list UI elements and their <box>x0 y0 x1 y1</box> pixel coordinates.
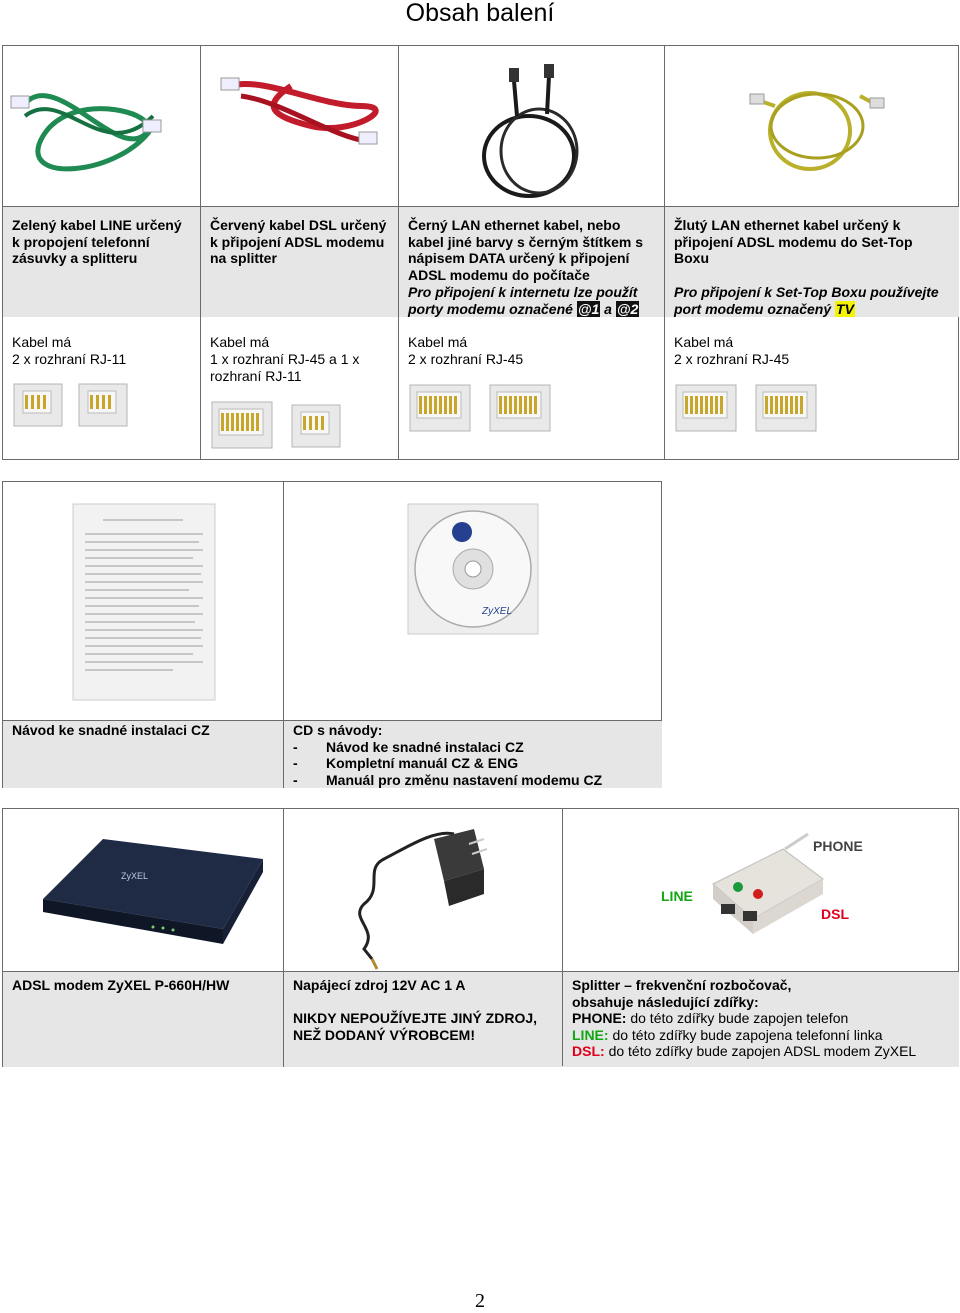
connectors-text: 2 x rozhraní RJ-11 <box>12 351 127 367</box>
cd-item-text: Návod ke snadné instalaci CZ <box>326 738 524 755</box>
dash: - <box>293 771 298 788</box>
cable-cell-stb <box>664 46 959 459</box>
rj11-connector-icon <box>13 383 63 427</box>
cable-name: Červený kabel DSL určený k připojení ADSL modemu na splitter <box>210 217 387 267</box>
rj11-connector-icon <box>78 383 128 427</box>
green-cable-image <box>3 46 200 206</box>
splitter-port-dsl <box>572 1043 916 1060</box>
splitter-image <box>563 809 959 971</box>
cd-title: CD s návody: <box>293 722 383 738</box>
connectors-label: Kabel má <box>674 334 734 350</box>
cable-desc-stb <box>665 206 959 317</box>
cd-item <box>293 738 524 756</box>
docs-table <box>2 481 662 788</box>
page-number: 2 <box>475 1290 485 1312</box>
port-desc: do této zdířky bude zapojen telefon <box>630 1010 849 1027</box>
splitter-title: Splitter – frekvenční rozbočovač, obsahuje následující zdířky: <box>572 977 792 1010</box>
port-label: LINE: <box>572 1026 609 1043</box>
rj11-connector-icon <box>291 404 341 448</box>
connectors-text: 2 x rozhraní RJ-45 <box>674 351 790 367</box>
cables-table <box>2 45 959 460</box>
splitter-port-line <box>572 1027 883 1044</box>
cd-brand-label: ZyXEL <box>482 606 513 617</box>
phone-port-label: PHONE <box>813 838 863 854</box>
port-2-badge: @2 <box>616 300 639 317</box>
cd-cell <box>283 482 662 787</box>
guide-title: Návod ke snadné instalaci CZ <box>12 722 210 738</box>
power-title: Napájecí zdroj 12V AC 1 A <box>293 977 466 993</box>
red-cable-image <box>201 46 399 206</box>
rj45-connector-icon <box>211 401 261 445</box>
cable-note <box>674 284 954 317</box>
modem-image <box>3 809 283 971</box>
guide-desc <box>3 720 283 788</box>
line-port-label: LINE <box>661 888 693 904</box>
black-cable-image <box>399 46 665 206</box>
page-title: Obsah balení <box>405 0 555 27</box>
modem-brand-label: ZyXEL <box>121 871 149 881</box>
dash: - <box>293 755 298 772</box>
splitter-desc <box>563 971 959 1067</box>
cable-desc-lan <box>399 206 665 317</box>
connectors-text: 2 x rozhraní RJ-45 <box>408 351 524 367</box>
cd-item <box>293 755 519 772</box>
cable-name: Zelený kabel LINE určený k propojení telefonní zásuvky a splitteru <box>12 217 182 267</box>
cable-desc-line <box>3 206 200 317</box>
port-desc: do této zdířky bude zapojen ADSL modem ZyXEL <box>608 1043 917 1060</box>
cd-item <box>293 771 603 789</box>
modem-title: ADSL modem ZyXEL P-660H/HW <box>12 977 230 993</box>
dsl-port-label: DSL <box>821 906 849 922</box>
splitter-port-phone <box>572 1010 848 1027</box>
cable-name: Černý LAN ethernet kabel, nebo kabel jiné barvy s černým štítkem s nápisem DATA určený k připojení ADSL modemu do počítače <box>408 217 644 283</box>
connectors-label: Kabel má <box>408 334 468 350</box>
rj45-connector-icon <box>409 384 459 428</box>
power-desc <box>284 971 563 1067</box>
note-text: Pro připojení k internetu lze použít porty modemu označené <box>408 284 638 317</box>
connectors-text: 1 x rozhraní RJ-45 a 1 x rozhraní RJ-11 <box>210 351 360 384</box>
modem-cell <box>3 809 283 1066</box>
connectors-label: Kabel má <box>12 334 72 350</box>
yellow-cable-image <box>665 46 959 206</box>
cd-item-text: Manuál pro změnu nastavení modemu CZ <box>326 771 603 788</box>
port-label: DSL: <box>572 1043 605 1060</box>
rj45-connector-icon <box>675 384 725 428</box>
note-and: a <box>604 300 612 317</box>
cd-image <box>284 482 662 720</box>
paper-guide-image <box>3 482 283 720</box>
modem-desc <box>3 971 283 1067</box>
cable-cell-line <box>3 46 200 459</box>
port-tv-badge: TV <box>836 300 854 317</box>
splitter-cell <box>562 809 959 1066</box>
rj45-connector-icon <box>755 384 805 428</box>
port-label: PHONE: <box>572 1010 627 1027</box>
cable-cell-dsl <box>200 46 399 459</box>
cd-item-text: Kompletní manuál CZ & ENG <box>326 755 519 772</box>
power-warning: NIKDY NEPOUŽÍVEJTE JINÝ ZDROJ, NEŽ DODANÝ VÝROBCEM! <box>293 1010 538 1043</box>
cable-cell-lan <box>398 46 665 459</box>
port-desc: do této zdířky bude zapojena telefonní linka <box>612 1026 883 1043</box>
note-text: Pro připojení k Set-Top Boxu používejte port modemu označený <box>674 284 939 317</box>
cable-name: Žlutý LAN ethernet kabel určený k připojení ADSL modemu do Set-Top Boxu <box>674 217 913 267</box>
connectors-label: Kabel má <box>210 334 270 350</box>
cable-desc-dsl <box>201 206 399 317</box>
port-1-badge: @1 <box>577 300 600 317</box>
cable-note <box>408 284 658 317</box>
power-cell <box>283 809 563 1066</box>
cd-desc <box>284 720 662 788</box>
guide-cell <box>3 482 283 787</box>
hardware-table <box>2 808 959 1067</box>
dash: - <box>293 738 298 755</box>
rj45-connector-icon <box>489 384 539 428</box>
power-adapter-image <box>284 809 563 971</box>
